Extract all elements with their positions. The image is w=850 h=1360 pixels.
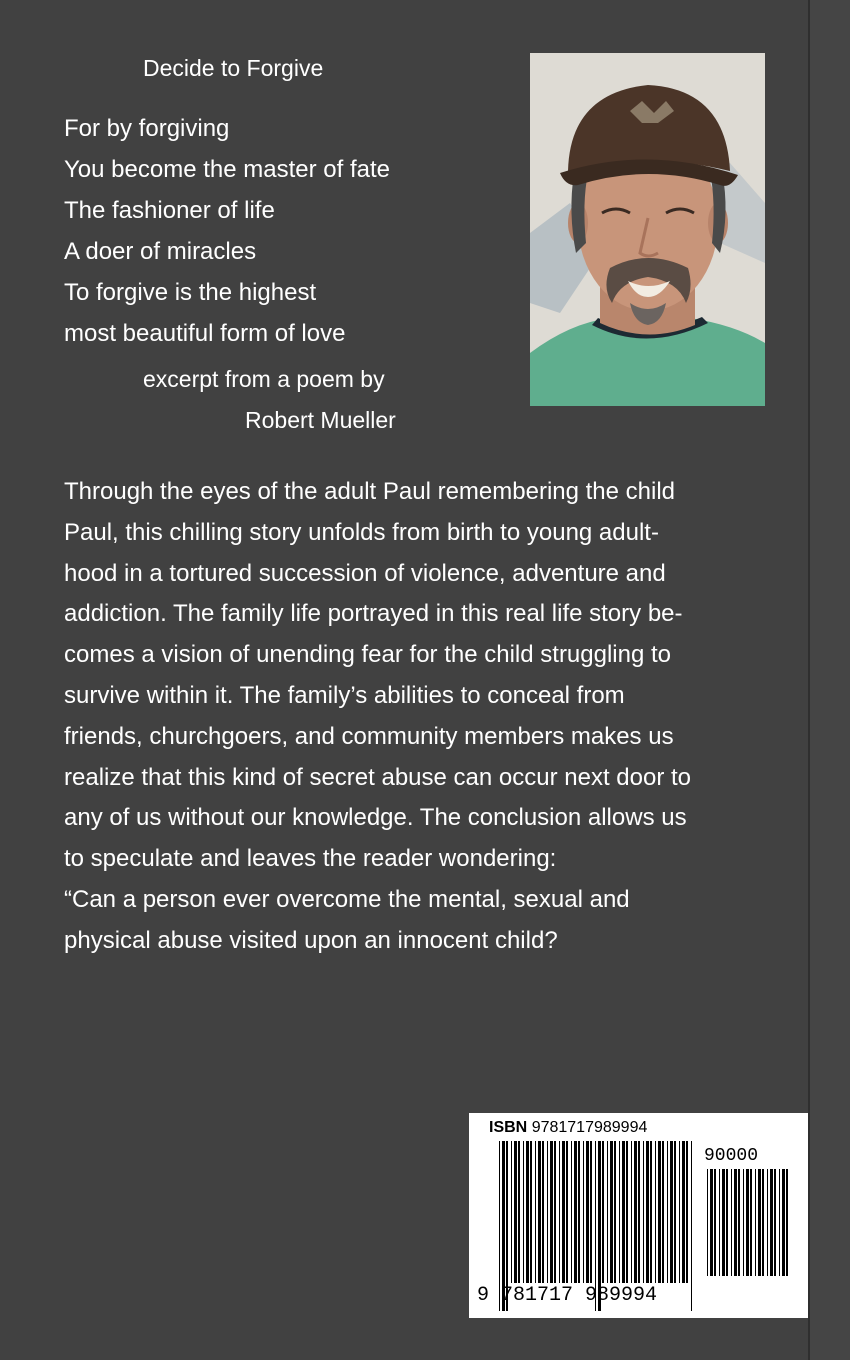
barcode-bar (566, 1141, 568, 1283)
barcode-bar (638, 1141, 640, 1283)
barcode-bar (743, 1169, 744, 1276)
description-line: any of us without our knowledge. The conclusion allows us (64, 804, 687, 832)
barcode-bar (607, 1141, 608, 1283)
barcode-bar (547, 1141, 548, 1283)
poem (64, 108, 390, 354)
poem-line: The fashioner of life (64, 197, 275, 224)
isbn-barcode (469, 1113, 808, 1318)
description-line: survive within it. The family’s abilities to conceal from (64, 681, 625, 709)
barcode-bar (631, 1141, 632, 1283)
barcode-bar (662, 1141, 664, 1283)
barcode-bar (674, 1141, 676, 1283)
barcode-bar (755, 1169, 756, 1276)
spine-edge (810, 0, 850, 1360)
barcode-bar (583, 1141, 584, 1283)
barcode-bar (670, 1141, 673, 1283)
barcode-bar (707, 1169, 708, 1276)
poem-line: You become the master of fate (64, 156, 390, 183)
barcode-bar (734, 1169, 737, 1276)
barcode-bar (518, 1141, 520, 1283)
barcode-bar (559, 1141, 560, 1283)
barcode-bar (622, 1141, 625, 1283)
isbn-prefix: ISBN (489, 1119, 528, 1136)
barcode-bar (786, 1169, 788, 1276)
barcode-bar (526, 1141, 529, 1283)
barcode-bar (655, 1141, 656, 1283)
barcode-bar (530, 1141, 532, 1283)
barcode-bar (535, 1141, 536, 1283)
barcode-bar (650, 1141, 652, 1283)
description-line: addiction. The family life portrayed in this real life story be- (64, 600, 683, 628)
barcode-addon-number: 90000 (704, 1146, 759, 1166)
barcode-digits: 9 781717 989994 (477, 1284, 658, 1307)
barcode-bar (667, 1141, 668, 1283)
barcode-bar (554, 1141, 556, 1283)
barcode-bar (726, 1169, 728, 1276)
description-line: physical abuse visited upon an innocent child? (64, 926, 558, 954)
barcode-bar (691, 1141, 692, 1311)
description-line: friends, churchgoers, and community members makes us (64, 722, 674, 750)
barcode-bar (542, 1141, 544, 1283)
barcode-bar (746, 1169, 749, 1276)
barcode-bar (514, 1141, 517, 1283)
barcode-bar (626, 1141, 628, 1283)
description-line: Paul, this chilling story unfolds from birth to young adult- (64, 518, 659, 546)
description-line: Through the eyes of the adult Paul remembering the child (64, 478, 676, 505)
description-line: realize that this kind of secret abuse can occur next door to (64, 763, 692, 791)
author-photo (530, 53, 765, 406)
poem-attribution: excerpt from a poem by (143, 366, 385, 392)
barcode-bar (550, 1141, 553, 1283)
barcode-bar (586, 1141, 589, 1283)
poem-title: Decide to Forgive (143, 55, 324, 81)
poem-line: To forgive is the highest (64, 279, 317, 306)
barcode-bar (562, 1141, 565, 1283)
book-description (64, 472, 764, 962)
barcode-bar (770, 1169, 773, 1276)
barcode-bar (722, 1169, 725, 1276)
barcode-bar (634, 1141, 637, 1283)
barcode-bar (614, 1141, 616, 1283)
barcode-bar (619, 1141, 620, 1283)
barcode-bar (767, 1169, 768, 1276)
barcode-bar (646, 1141, 649, 1283)
description-line: hood in a tortured succession of violence, adventure and (64, 559, 666, 587)
barcode-bar (602, 1141, 604, 1283)
barcode-bar (610, 1141, 613, 1283)
barcode-bar (731, 1169, 732, 1276)
barcode-bar (538, 1141, 541, 1283)
poem-line: For by forgiving (64, 115, 230, 142)
barcode-bar (758, 1169, 761, 1276)
description-line: to speculate and leaves the reader wondering: (64, 845, 557, 873)
barcode-bar (779, 1169, 780, 1276)
barcode-bar (679, 1141, 680, 1283)
barcode-bar (643, 1141, 644, 1283)
barcode-bar (762, 1169, 764, 1276)
isbn-label (489, 1118, 647, 1138)
barcode-addon-bars (707, 1169, 789, 1304)
poem-line: most beautiful form of love (64, 320, 346, 347)
barcode-bar (574, 1141, 577, 1283)
barcode-bar (590, 1141, 592, 1283)
description-line: comes a vision of unending fear for the child struggling to (64, 641, 672, 669)
barcode-bar (774, 1169, 776, 1276)
barcode-bar (714, 1169, 716, 1276)
barcode-bar (738, 1169, 740, 1276)
barcode-bar (658, 1141, 661, 1283)
poem-line: A doer of miracles (64, 238, 257, 265)
barcode-bar (578, 1141, 580, 1283)
barcode-bar (719, 1169, 720, 1276)
poem-author: Robert Mueller (245, 407, 396, 433)
barcode-bar (710, 1169, 713, 1276)
description-line: “Can a person ever overcome the mental, sexual and (64, 885, 630, 913)
barcode-bar (682, 1141, 685, 1283)
barcode-bar (750, 1169, 752, 1276)
barcode-bar (511, 1141, 512, 1283)
isbn-number: 9781717989994 (531, 1119, 648, 1136)
barcode-bar (782, 1169, 785, 1276)
barcode-bar (686, 1141, 688, 1283)
barcode-bar (523, 1141, 524, 1283)
barcode-bar (571, 1141, 572, 1283)
